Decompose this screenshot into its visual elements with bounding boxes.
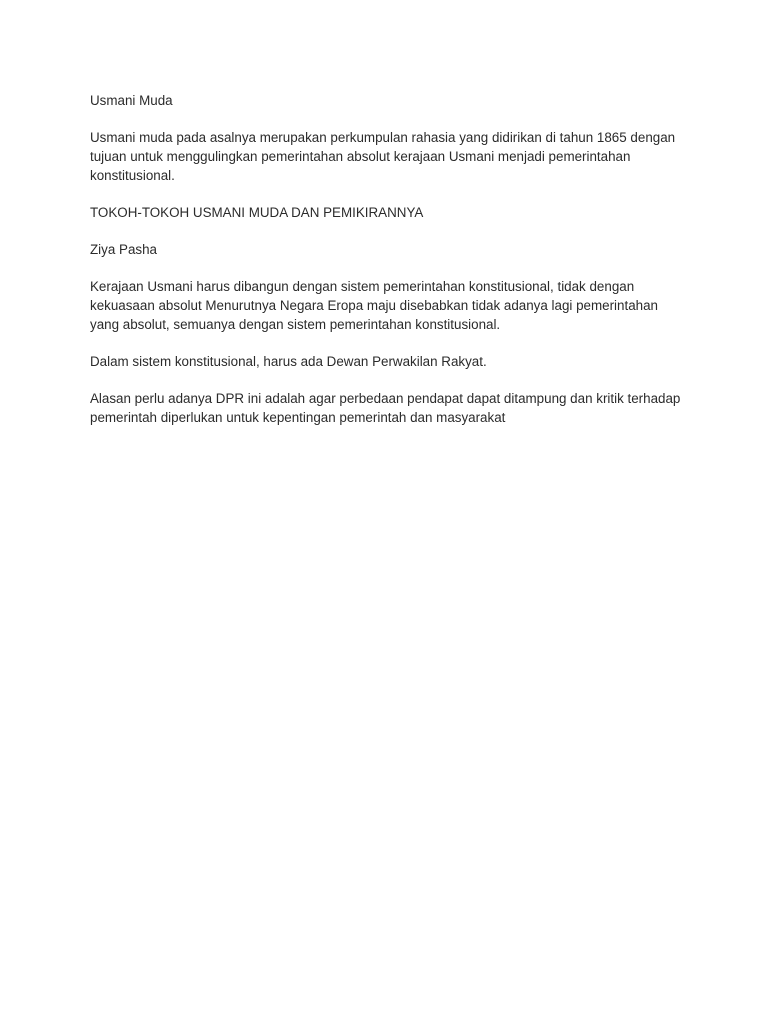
figure-name: Ziya Pasha — [90, 242, 157, 257]
section-heading: TOKOH-TOKOH USMANI MUDA DAN PEMIKIRANNYA — [90, 205, 424, 220]
document-body — [90, 91, 690, 445]
intro-paragraph: Usmani muda pada asalnya merupakan perkumpulan rahasia yang didirikan di tahun 1865 dengan tujuan untuk menggulingkan pemerintahan absolut kerajaan Usmani menjadi pemerintahan konstitusional. — [90, 130, 676, 183]
body-paragraph: Alasan perlu adanya DPR ini adalah agar perbedaan pendapat dapat ditampung dan kritik terhadap pemerintah diperlukan untuk kepentingan pemerintah dan masyarakat — [90, 391, 681, 425]
body-paragraph: Dalam sistem konstitusional, harus ada Dewan Perwakilan Rakyat. — [90, 354, 487, 369]
body-paragraph: Kerajaan Usmani harus dibangun dengan sistem pemerintahan konstitusional, tidak dengan kekuasaan absolut Menurutnya Negara Eropa maju disebabkan tidak adanya lagi pemerintahan yang absolut, semuanya dengan sistem pemerintahan konstitusional. — [90, 279, 658, 332]
document-title: Usmani Muda — [90, 93, 173, 108]
